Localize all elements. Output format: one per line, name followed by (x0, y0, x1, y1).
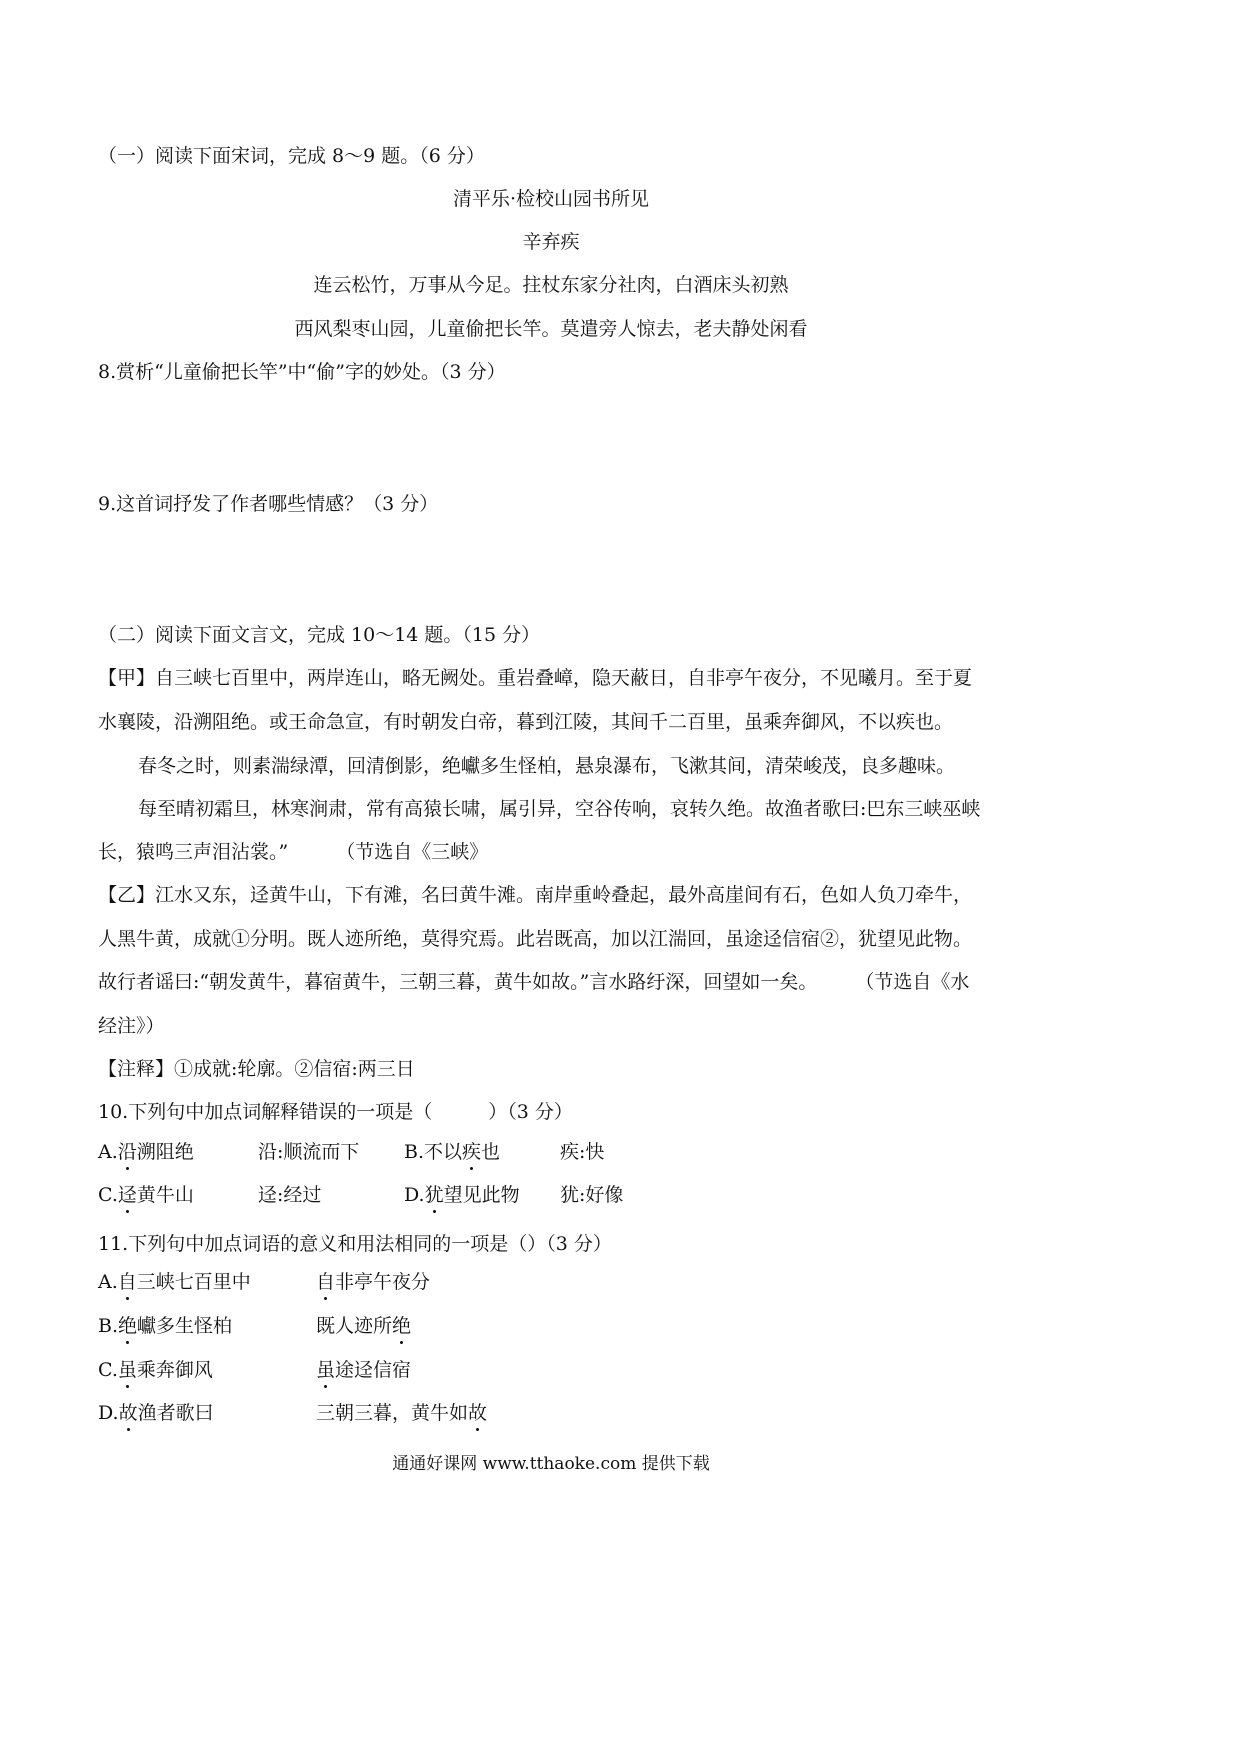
question-11-option-a-pair: 自非亭午夜分 (316, 1271, 431, 1293)
annotation-notes: 【注释】①成就:轮廓。②信宿:两三日 (98, 1058, 415, 1080)
poem-author: 辛弃疾 (522, 231, 580, 253)
question-11-stem: 11.下列句中加点词语的意义和用法相同的一项是（）（3 分） (98, 1233, 612, 1255)
passage-a-line-3: 春冬之时，则素湍绿潭，回清倒影，绝巘多生怪柏，悬泉瀑布，飞漱其间，清荣峻茂，良多趣味。 (138, 755, 956, 777)
option-label: A. (98, 1271, 118, 1293)
passage-a-source: （节选自《三峡》 (336, 841, 489, 863)
question-10-option-d: D.犹望见此物 (404, 1184, 520, 1206)
dotted-word: 犹 (424, 1184, 444, 1206)
section-2-header: （二）阅读下面文言文，完成 10～14 题。（15 分） (98, 624, 541, 646)
dotted-word: 故 (468, 1402, 488, 1424)
question-10-option-b: B.不以疾也 (404, 1141, 501, 1163)
question-11-option-b: B.绝巘多生怪柏 (98, 1315, 233, 1337)
passage-a-line-2: 水襄陵，沿溯阻绝。或王命急宣，有时朝发白帝，暮到江陵，其间千二百里，虽乘奔御风，不以疾也。 (98, 711, 954, 733)
option-label: C. (98, 1359, 118, 1381)
dotted-word: 虽 (117, 1359, 137, 1381)
poem-title: 清平乐·检校山园书所见 (452, 188, 650, 210)
question-10-stem (98, 1101, 573, 1124)
passage-b-line-1: 【乙】江水又东，迳黄牛山，下有滩，名曰黄牛滩。南岸重岭叠起，最外高崖间有石，色如人负刀牵牛， (98, 884, 973, 906)
question-10-points: ）（3 分） (488, 1101, 573, 1123)
option-label: C. (98, 1184, 118, 1206)
dotted-word: 疾 (462, 1141, 482, 1163)
section-1-header: （一）阅读下面宋词，完成 8～9 题。（6 分） (98, 145, 485, 167)
question-11-option-d: D.故渔者歌曰 (98, 1402, 214, 1424)
question-11-option-c-pair: 虽途迳信宿 (316, 1359, 412, 1381)
passage-a-text: 长，猿鸣三声泪沾裳。” (98, 841, 289, 863)
question-10-stem-text: 10.下列句中加点词解释错误的一项是（ (98, 1101, 433, 1123)
option-label: B. (98, 1315, 119, 1337)
page-footer: 通通好课网 www.tthaoke.com 提供下载 (392, 1454, 710, 1474)
passage-b-text: 故行者谣曰:“朝发黄牛，暮宿黄牛，三朝三暮，黄牛如故。”言水路纡深，回望如一矣。 (98, 971, 818, 993)
passage-b-line-3 (98, 971, 969, 994)
passage-b-line-4: 经注》） (98, 1015, 165, 1037)
dotted-word: 绝 (392, 1315, 412, 1337)
question-10-gloss-a: 沿:顺流而下 (258, 1141, 360, 1163)
passage-a-line-4: 每至晴初霜旦，林寒涧肃，常有高猿长啸，属引异，空谷传响，哀转久绝。故渔者歌曰:巴东三峡巫峡 (138, 798, 981, 820)
dotted-word: 迳 (117, 1184, 137, 1206)
question-9: 9.这首词抒发了作者哪些情感？（3 分） (98, 493, 439, 515)
dotted-word: 故 (118, 1402, 138, 1424)
option-label: A. (98, 1141, 118, 1163)
option-label: D. (404, 1184, 425, 1206)
question-8: 8.赏析“儿童偷把长竿”中“偷”字的妙处。（3 分） (98, 361, 506, 383)
poem-line-2: 西风梨枣山园，儿童偷把长竿。莫遣旁人惊去，老夫静处闲看 (294, 318, 808, 340)
passage-a-line-5 (98, 841, 488, 864)
dotted-word: 绝 (118, 1315, 138, 1337)
passage-b-source: （节选自《水 (855, 971, 970, 993)
dotted-word: 自 (117, 1271, 137, 1293)
question-10-gloss-c: 迳:经过 (258, 1184, 322, 1206)
question-11-option-a: A.自三峡七百里中 (98, 1271, 251, 1293)
question-11-option-c: C.虽乘奔御风 (98, 1359, 213, 1381)
question-11-option-b-pair: 既人迹所绝 (316, 1315, 412, 1337)
question-11-option-d-pair: 三朝三暮，黄牛如故 (316, 1402, 488, 1424)
question-10-gloss-d: 犹:好像 (560, 1184, 624, 1206)
option-label: D. (98, 1402, 119, 1424)
dotted-word: 虽 (316, 1359, 336, 1381)
question-10-option-a: A.沿溯阻绝 (98, 1141, 194, 1163)
dotted-word: 沿 (117, 1141, 137, 1163)
passage-b-line-2: 人黑牛黄，成就①分明。既人迹所绝，莫得究焉。此岩既高，加以江湍回，虽途迳信宿②，犹望见此物。 (98, 928, 973, 950)
passage-a-line-1: 【甲】自三峡七百里中，两岸连山，略无阙处。重岩叠嶂，隐天蔽日，自非亭午夜分，不见曦月。至于夏 (98, 667, 973, 689)
poem-line-1: 连云松竹，万事从今足。拄杖东家分社肉，白酒床头初熟 (313, 274, 789, 296)
question-10-gloss-b: 疾:快 (560, 1141, 605, 1163)
question-10-option-c: C.迳黄牛山 (98, 1184, 194, 1206)
dotted-word: 自 (316, 1271, 336, 1293)
option-label: B. (404, 1141, 425, 1163)
